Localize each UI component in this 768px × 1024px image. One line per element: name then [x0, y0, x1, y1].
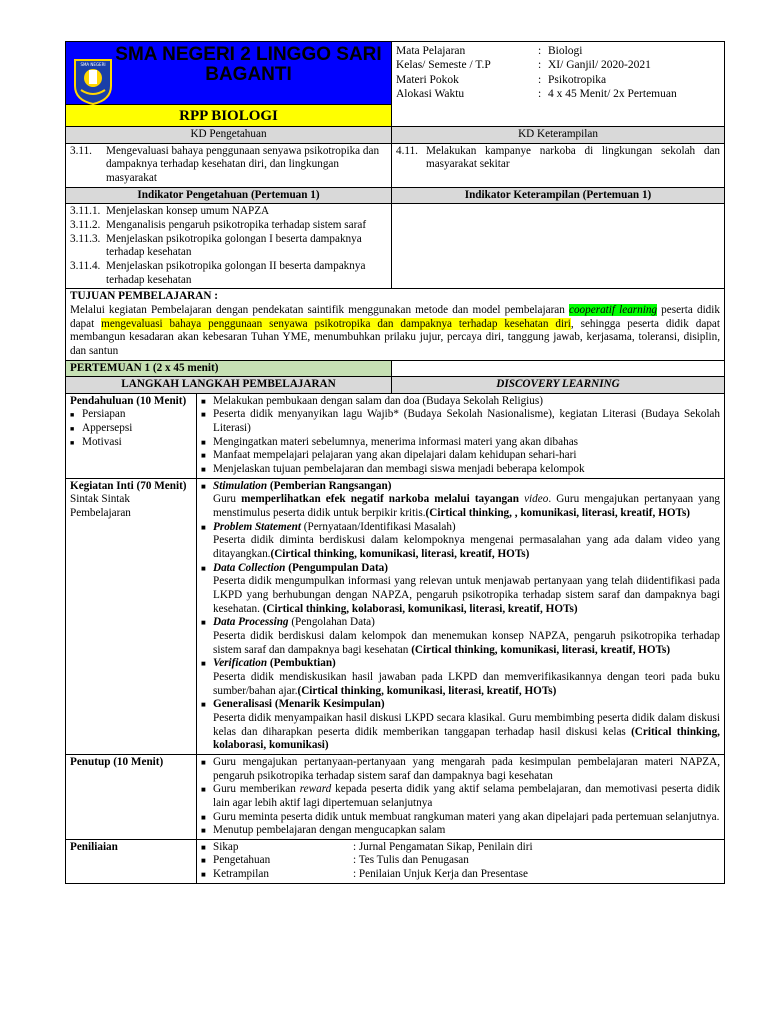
indikator-list	[66, 204, 392, 289]
meta-row: Mata Pelajaran : Biologi	[396, 45, 583, 57]
inti-sub: Sintak Sintak Pembelajaran	[70, 493, 131, 520]
penilaian-content	[197, 839, 725, 883]
school-logo-icon	[71, 56, 115, 106]
kd-keterampilan-header: KD Keterampilan	[392, 127, 725, 144]
school-name: SMA NEGERI 2 LINGGO SARI BAGANTI	[115, 44, 382, 85]
step-generalisasi: ■ Generalisasi (Menarik Kesimpulan) Peserta didik menyampaikan hasil diskusi LKPD secara klasikal. Guru membimbing peserta didik dalam diskusi kelas dan diharapkan peserta didik memberikan tanggapan terhadap hasil diskusi kelas (Critical thinking, kolaborasi, komunikasi)	[201, 698, 720, 753]
list-item: ■ Mengingatkan materi sebelumnya, menerima informasi materi yang akan dibahas	[201, 436, 720, 450]
pertemuan-empty	[392, 360, 725, 377]
logo-text: SMA NEGERI	[80, 62, 106, 67]
pendahuluan-content	[197, 393, 725, 478]
model-header: DISCOVERY LEARNING	[392, 377, 725, 394]
rpp-document	[65, 41, 724, 884]
meta-row: Alokasi Waktu : 4 x 45 Menit/ 2x Pertemuan	[396, 88, 677, 101]
model-highlight: cooperatif learning	[569, 303, 658, 316]
list-item: ■ Menjelaskan tujuan pembelajaran dan membagi siswa menjadi beberapa kelompok	[201, 463, 720, 477]
tujuan-highlight: mengevaluasi bahaya penggunaan senyawa psikotropika dan dampaknya terhadap kesehatan diri	[101, 317, 571, 330]
indikator-item: 3.11.2. Menganalisis pengaruh psikotropika terhadap sistem saraf	[70, 218, 367, 231]
rpp-table	[65, 41, 725, 884]
indikator-item: 3.11.4. Menjelaskan psikotropika golongan II beserta dampaknya terhadap kesehatan	[70, 259, 366, 286]
langkah-header: LANGKAH LANGKAH PEMBELAJARAN	[66, 377, 392, 394]
kd-pengetahuan: 3.11. Mengevaluasi bahaya penggunaan senyawa psikotropika dan dampaknya terhadap kesehatan diri, dan lingkungan masyarakat	[66, 143, 392, 187]
list-item: ■ Manfaat mempelajari pelajaran yang akan dipelajari dalam kehidupan sehari-hari	[201, 449, 720, 463]
indikator-keterampilan-header: Indikator Keterampilan (Pertemuan 1)	[392, 187, 725, 204]
list-item: ■ Guru mengajukan pertanyaan-pertanyaan yang mengarah pada kesimpulan pembelajaran materi NAPZA, pengaruh psikotropika terhadap sistem saraf dan dampaknya bagi kesehatan	[201, 756, 720, 783]
step-problem-statement: ■ Problem Statement (Pernyataan/Identifikasi Masalah) Peserta didik diminta berdiskusi dalam kelompoknya mengenai permasalahan yang ada dalam video yang ditayangkan.(Cirtical thinking, komunikasi, literasi, kreatif, HOTs)	[201, 521, 720, 562]
tujuan-pembelajaran: TUJUAN PEMBELAJARAN : Melalui kegiatan Pembelajaran dengan pendekatan saintifik menggunakan metode dan model pembelajaran cooperatif learning peserta didik dapat mengevaluasi bahaya penggunaan senyawa psikotropika dan dampaknya terhadap kesehatan diri, sehingga peserta didik dapat membangun kesadaran akan kebesaran Tuhan YME, menumbuhkan prilaku jujur, percaya diri, tanggung jawab, kerjasama, toleransi, disiplin, dan santun	[66, 289, 725, 360]
kd-pengetahuan-header: KD Pengetahuan	[66, 127, 392, 144]
inti-content	[197, 478, 725, 754]
step-verification: ■ Verification (Pembuktian) Peserta didik mendiskusikan hasil jawaban pada LKPD dan memverifikasikannya dengan teori pada buku sumber/bahan ajar.(Cirtical thinking, komunikasi, literasi, kreatif, HOTs)	[201, 657, 720, 698]
penilaian-item: ■ Sikap : Jurnal Pengamatan Sikap, Penilain diri	[201, 841, 720, 855]
step-data-collection: ■ Data Collection (Pengumpulan Data) Peserta didik mengumpulkan informasi yang relevan untuk menjawab pertanyaan yang telah diidentifikasi pada LKPD yang berhubungan dengan NAPZA, pengaruh psikotropika terhadap sistem saraf dan dampaknya bagi kesehatan. (Cirtical thinking, kolaborasi, komunikasi, literasi, kreatif, HOTs)	[201, 562, 720, 617]
penilaian-item: ■ Pengetahuan : Tes Tulis dan Penugasan	[201, 854, 720, 868]
doc-title: RPP BIOLOGI	[66, 104, 391, 126]
list-item: ■ Melakukan pembukaan dengan salam dan doa (Budaya Sekolah Religius)	[201, 395, 720, 409]
penutup-content	[197, 754, 725, 839]
pendahuluan-label: Pendahuluan (10 Menit)	[70, 394, 187, 407]
indikator-item: 3.11.1. Menjelaskan konsep umum NAPZA	[70, 205, 270, 218]
list-item: ■ Menutup pembelajaran dengan mengucapkan salam	[201, 824, 720, 838]
pendahuluan-label-cell	[66, 393, 197, 478]
inti-label-cell	[66, 478, 197, 754]
penilaian-label-cell	[66, 839, 197, 883]
inti-label: Kegiatan Inti (70 Menit)	[70, 479, 187, 492]
pendahuluan-sub: ■ Persiapan	[70, 408, 192, 422]
penilaian-item: ■ Ketrampilan : Penilaian Unjuk Kerja dan Presentase	[201, 868, 720, 882]
kd-keterampilan: 4.11. Melakukan kampanye narkoba di lingkungan sekolah dan masyarakat sekitar	[392, 143, 725, 187]
meta-block	[392, 42, 725, 127]
pertemuan-title: PERTEMUAN 1 (2 x 45 menit)	[66, 360, 392, 377]
pendahuluan-sub: ■ Appersepsi	[70, 422, 192, 436]
list-item: ■ Peserta didik menyanyikan lagu Wajib* (Budaya Sekolah Nasionalisme), kegiatan Literasi (Budaya Sekolah Literasi)	[201, 408, 720, 435]
school-header	[66, 42, 392, 127]
penutup-label-cell	[66, 754, 197, 839]
step-stimulation: ■ Stimulation (Pemberian Rangsangan) Guru memperlihatkan efek negatif narkoba melalui tayangan video. Guru mengajukan pertanyaan yang menstimulus peserta didik untuk berpikir kritis.(Cirtical thinking, , komunikasi, literasi, kreatif, HOTs)	[201, 480, 720, 521]
pendahuluan-sub: ■ Motivasi	[70, 436, 192, 450]
step-data-processing: ■ Data Processing (Pengolahan Data) Peserta didik berdiskusi dalam kelompok dan menemukan konsep NAPZA, pengaruh psikotropika terhadap sistem saraf dan dampaknya bagi kesehatan (Cirtical thinking, komunikasi, literasi, kreatif, HOTs)	[201, 616, 720, 657]
penilaian-label: Peniliaian	[70, 840, 118, 853]
indikator-pengetahuan-header: Indikator Pengetahuan (Pertemuan 1)	[66, 187, 392, 204]
list-item: ■ Guru meminta peserta didik untuk membuat rangkuman materi yang akan dipelajari pada pertemuan selanjutnya.	[201, 811, 720, 825]
meta-row: Materi Pokok : Psikotropika	[396, 73, 607, 86]
meta-row: Kelas/ Semeste / T.P : XI/ Ganjil/ 2020-2021	[396, 59, 651, 72]
indikator-keterampilan-empty	[392, 204, 725, 289]
indikator-item: 3.11.3. Menjelaskan psikotropika golongan I beserta dampaknya terhadap kesehatan	[70, 232, 362, 259]
list-item: ■ Guru memberikan reward kepada peserta didik yang aktif selama pembelajaran, dan memotivasi peserta didik lain agar lebih aktif lagi dipertemuan selanjutnya	[201, 783, 720, 810]
header-row	[66, 42, 725, 127]
tujuan-header: TUJUAN PEMBELAJARAN :	[70, 290, 218, 303]
penutup-label: Penutup (10 Menit)	[70, 755, 164, 768]
